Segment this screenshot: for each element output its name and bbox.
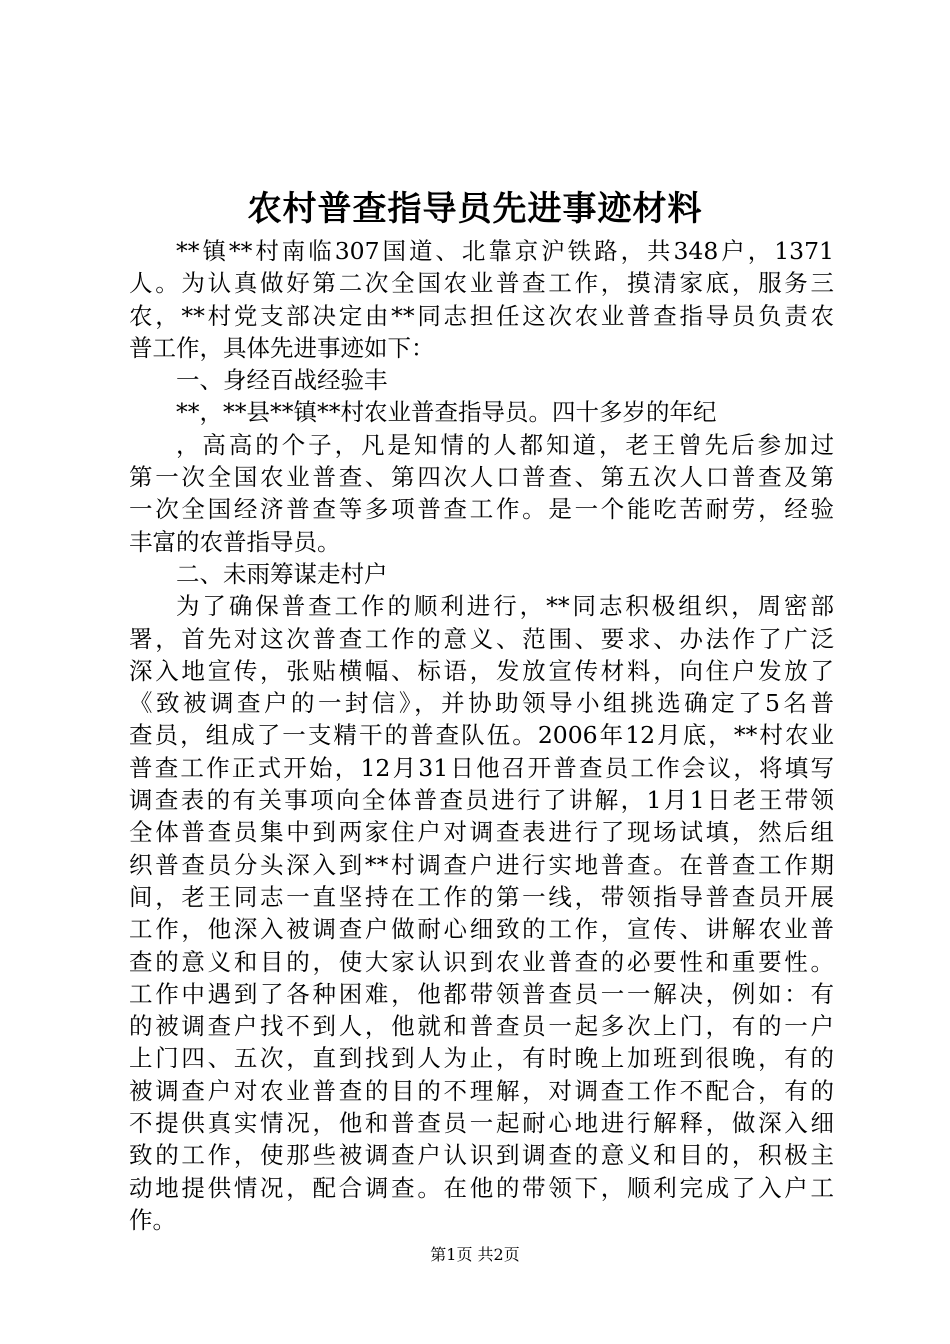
document-body (129, 235, 834, 1236)
body-line: 织普查员分头深入到**村调查户进行实地普查。在普查工作期 (129, 850, 834, 879)
page-footer (0, 1244, 950, 1266)
section-heading: 一、身经百战经验丰 (176, 366, 388, 395)
page-indicator: 第1页 共2页 (430, 1245, 520, 1264)
section-heading: 二、未雨筹谋走村户 (176, 559, 388, 588)
body-line: 丰富的农普指导员。 (129, 527, 341, 556)
body-line: 工作中遇到了各种困难，他都带领普查员一一解决，例如：有 (129, 979, 834, 1008)
body-line: 查员，组成了一支精干的普查队伍。2006年12月底，**村农业 (129, 721, 834, 750)
body-line: 全体普查员集中到两家住户对调查表进行了现场试填，然后组 (129, 818, 834, 847)
body-line: 为了确保普查工作的顺利进行，**同志积极组织，周密部 (176, 592, 834, 621)
body-line: 致的工作，使那些被调查户认识到调查的意义和目的，积极主 (129, 1141, 834, 1170)
body-line: 农，**村党支部决定由**同志担任这次农业普查指导员负责农 (129, 301, 834, 330)
body-line: 深入地宣传，张贴横幅、标语，发放宣传材料，向住户发放了 (129, 656, 834, 685)
body-line: ，高高的个子，凡是知情的人都知道，老王曾先后参加过 (176, 430, 834, 459)
body-line: **，**县**镇**村农业普查指导员。四十多岁的年纪 (176, 398, 717, 427)
body-line: 署，首先对这次普查工作的意义、范围、要求、办法作了广泛 (129, 624, 834, 653)
body-line: **镇**村南临307国道、北靠京沪铁路，共348户，1371 (176, 237, 834, 265)
body-line: 《致被调查户的一封信》，并协助领导小组挑选确定了5名普 (129, 689, 834, 718)
body-line: 人。为认真做好第二次全国农业普查工作，摸清家底，服务三 (129, 269, 834, 298)
body-line: 工作，他深入被调查户做耐心细致的工作，宣传、讲解农业普 (129, 915, 834, 944)
body-line: 查的意义和目的，使大家认识到农业普查的必要性和重要性。 (129, 947, 834, 976)
body-line: 作。 (129, 1205, 176, 1234)
body-line: 普查工作正式开始，12月31日他召开普查员工作会议，将填写 (129, 753, 834, 782)
body-line: 不提供真实情况，他和普查员一起耐心地进行解释，做深入细 (129, 1109, 834, 1138)
body-line: 一次全国经济普查等多项普查工作。是一个能吃苦耐劳，经验 (129, 495, 834, 524)
body-line: 动地提供情况，配合调查。在他的带领下，顺利完成了入户工 (129, 1173, 834, 1202)
body-line: 间，老王同志一直坚持在工作的第一线，带领指导普查员开展 (129, 882, 834, 911)
body-line: 被调查户对农业普查的目的不理解，对调查工作不配合，有的 (129, 1076, 834, 1105)
body-line: 上门四、五次，直到找到人为止，有时晚上加班到很晚，有的 (129, 1044, 834, 1073)
body-line: 第一次全国农业普查、第四次人口普查、第五次人口普查及第 (129, 463, 834, 492)
body-line: 调查表的有关事项向全体普查员进行了讲解，1月1日老王带领 (129, 786, 834, 815)
body-line: 的被调查户找不到人，他就和普查员一起多次上门，有的一户 (129, 1012, 834, 1041)
document-title: 农村普查指导员先进事迹材料 (247, 189, 703, 229)
body-line: 普工作，具体先进事迹如下： (129, 333, 435, 362)
